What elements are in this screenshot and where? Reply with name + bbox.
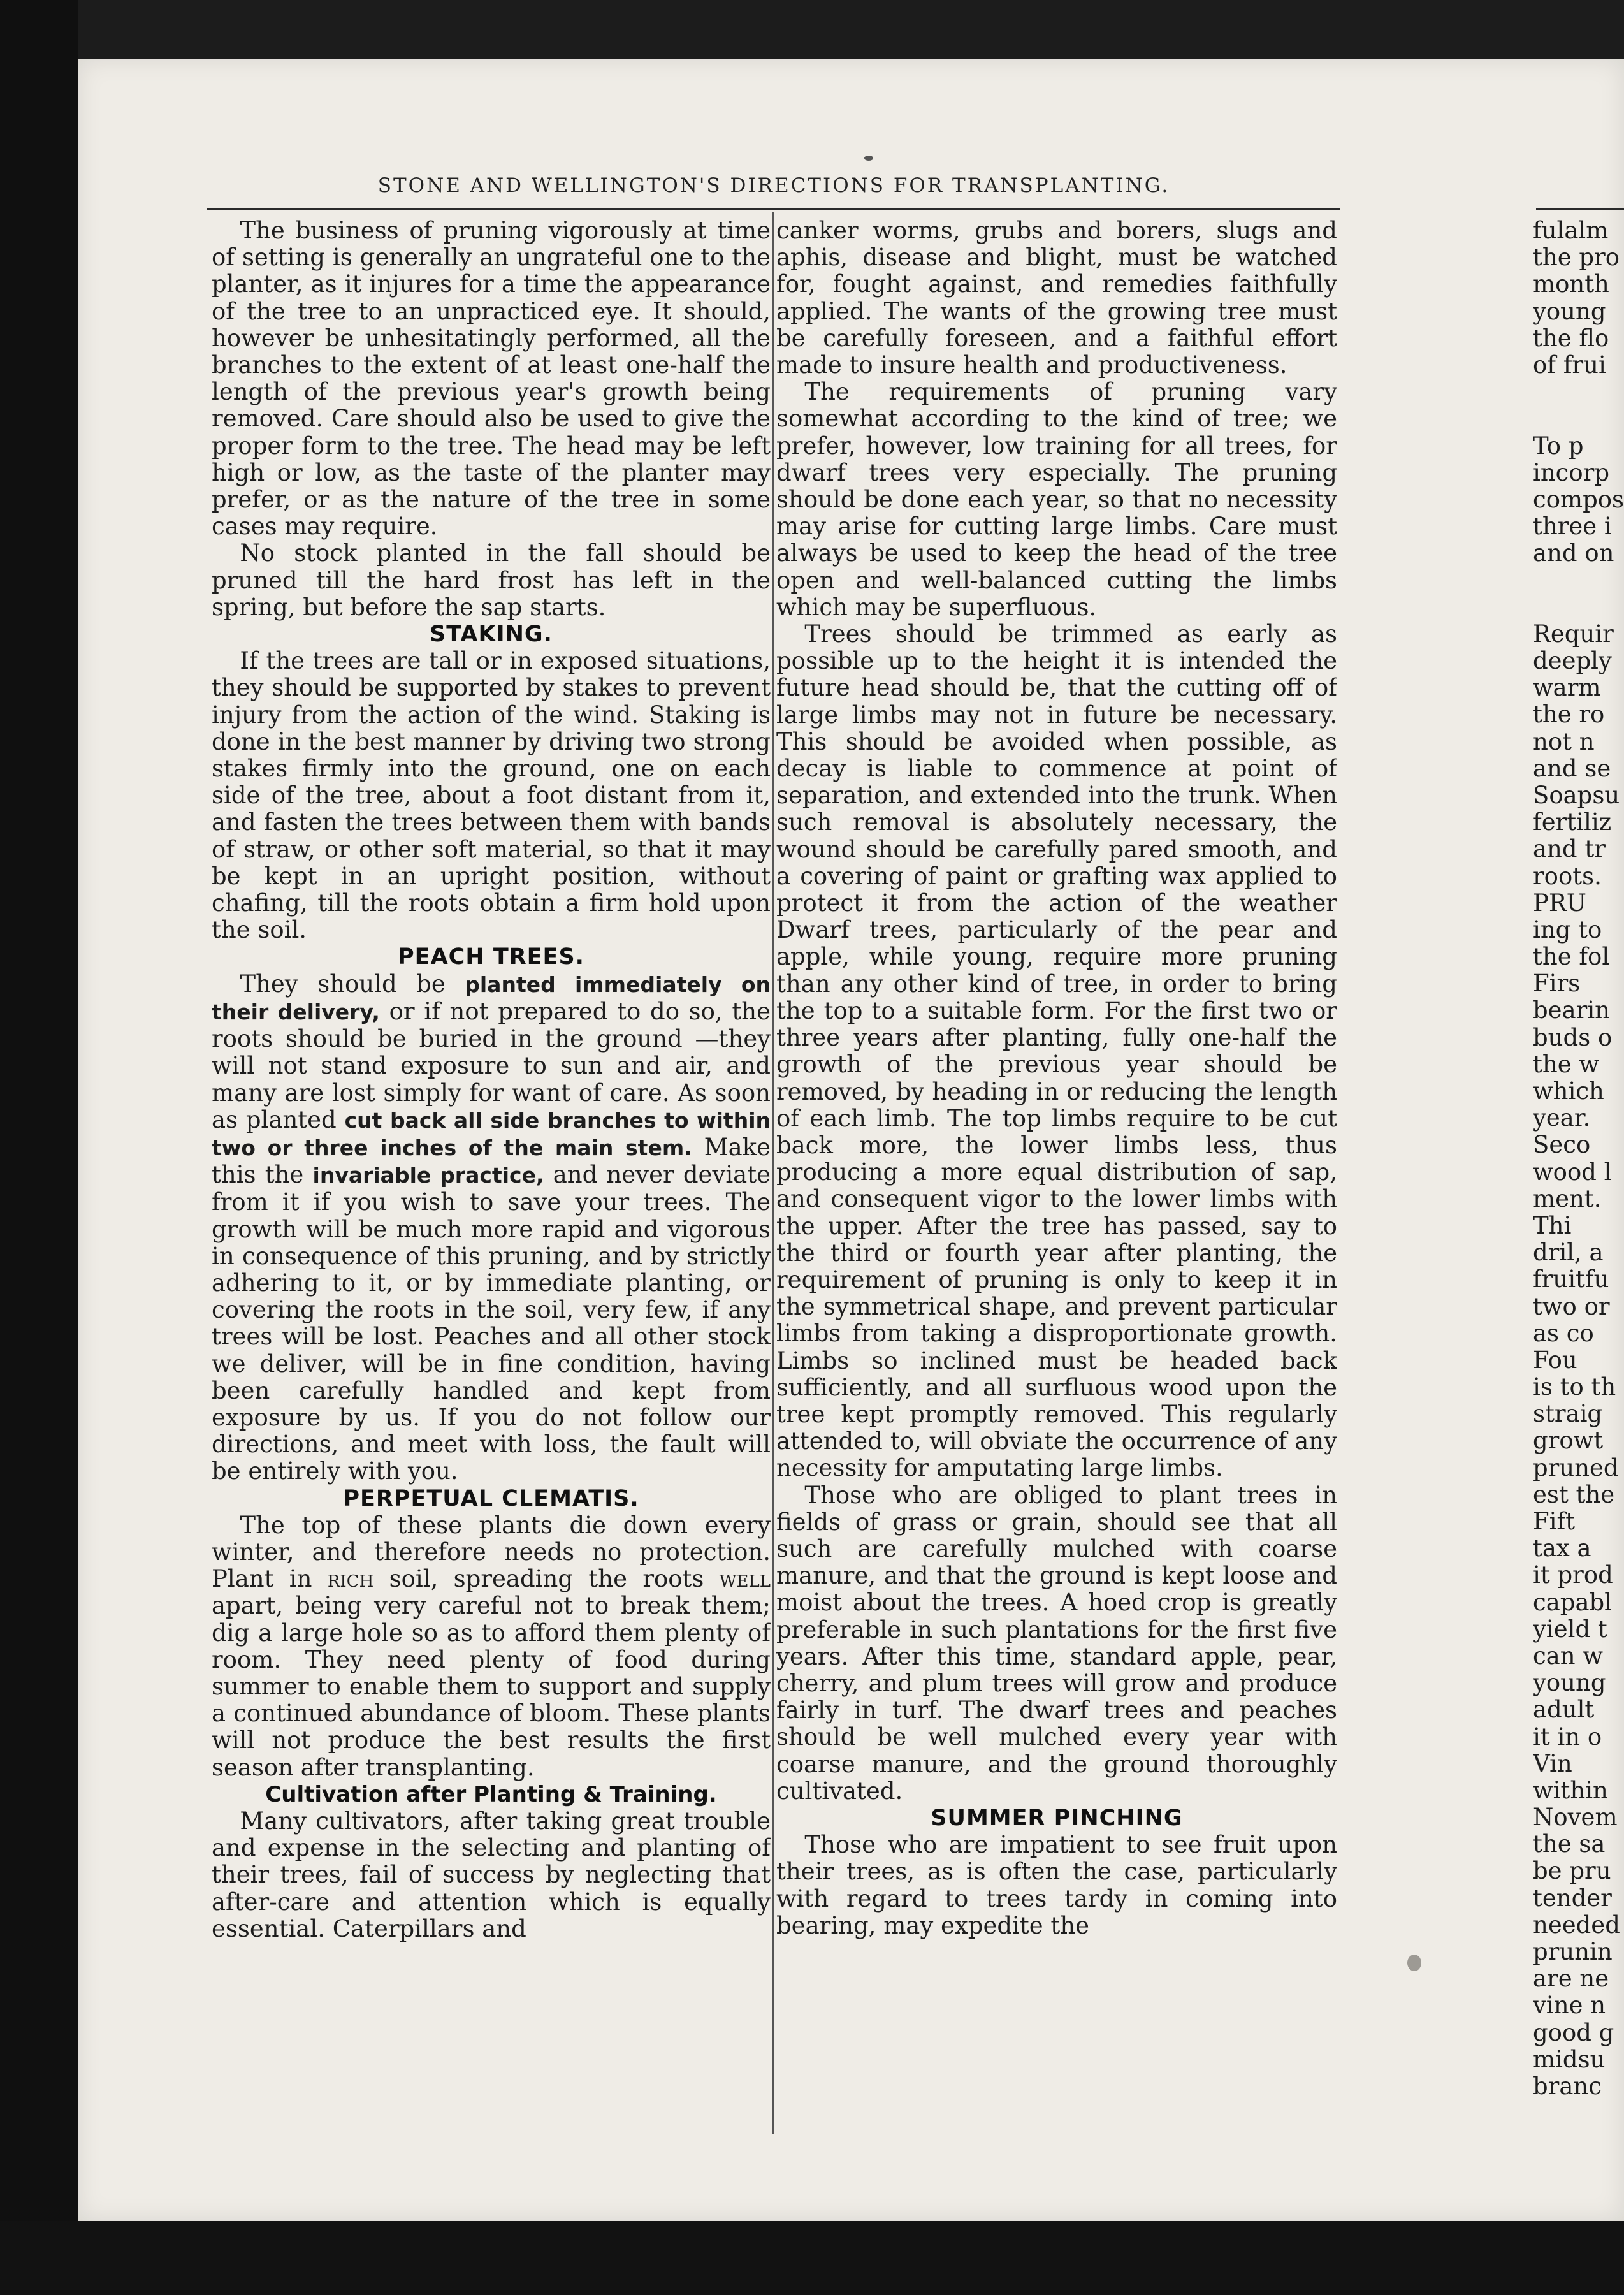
paper-blot: [1407, 1955, 1421, 1971]
fragment-line: [1533, 405, 1624, 432]
paragraph-canker-worms: canker worms, grubs and borers, slugs and aphis, disease and blight, must be watched for, fought against, and remedies faithfully applied. The wants of the growing tree must be carefully foreseen, and a faithful effort made to insure health and productiveness.: [776, 217, 1337, 379]
fragment-line: Fou: [1533, 1346, 1577, 1374]
paragraph-clematis: The top of these plants die down every winter, and therefore needs no protection. Plant in rich soil, spreading the roots well apart, being very careful not to break them; dig a large hole so as to afford them plenty of room. They need plenty of food during summer to enable them to support and supply a continued abundance of bloom. These plants will not produce the best results the first season after transplanting.: [212, 1511, 771, 1781]
fragment-line: Novem: [1533, 1803, 1618, 1832]
fragment-line: dril, a: [1533, 1239, 1604, 1267]
fragment-line: Fift: [1533, 1508, 1576, 1535]
fragment-line: and on: [1533, 539, 1614, 567]
fragment-line: ing to: [1533, 915, 1602, 943]
fragment-line: needed: [1533, 1911, 1620, 1939]
fragment-line: month: [1533, 270, 1609, 298]
paragraph-peach-trees: They should be planted immediately on their delivery, or if not prepared to do so, the roots should be buried in the ground —they will not stand exposure to sun and air, and many are lost simply for want of care. As soon as planted cut back all side branches to within two or three inches of the main stem. Make this the invariable practice, and never deviate from it if you wish to save your trees. The growth will be much more rapid and vigorous in consequence of this pruning, and by strictly adhering to it, or by immediate planting, or covering the roots in the soil, very few, if any trees will be lost. Peaches and all other stock we deliver, will be in fine condition, having been carefully handled and kept from exposure by us. If you do not follow our directions, and meet with loss, the fault will be entirely with you.: [212, 970, 771, 1485]
fragment-line: growt: [1533, 1427, 1604, 1455]
fragment-line: Seco: [1533, 1131, 1591, 1159]
fragment-line: good g: [1533, 2018, 1614, 2046]
fragment-line: the sa: [1533, 1830, 1606, 1858]
fragment-line: [1533, 567, 1624, 594]
scan-bottom-edge: [0, 2221, 1624, 2295]
fragment-line: the flo: [1533, 324, 1609, 352]
fragment-line: compos: [1533, 485, 1624, 513]
fragment-line: midsu: [1533, 2045, 1606, 2073]
fragment-line: not n: [1533, 727, 1595, 755]
fragment-line: pruned: [1533, 1454, 1619, 1482]
fragment-line: fulalm: [1533, 217, 1609, 244]
fragment-line: bearin: [1533, 996, 1610, 1024]
fragment-line: tender: [1533, 1884, 1612, 1912]
fragment-line: straig: [1533, 1400, 1603, 1428]
fragment-line: fertiliz: [1533, 808, 1612, 836]
heading-perpetual-clematis: PERPETUAL CLEMATIS.: [343, 1485, 639, 1512]
fragment-line: ment.: [1533, 1184, 1602, 1213]
fragment-line: Thi: [1533, 1211, 1572, 1239]
next-page-column-fragment: [1533, 217, 1624, 2117]
fragment-line: roots.: [1533, 862, 1602, 890]
fragment-line: it in o: [1533, 1723, 1602, 1751]
fragment-line: of frui: [1533, 351, 1606, 379]
heading-summer-pinching: SUMMER PINCHING: [931, 1805, 1183, 1831]
paragraph-pruning: The business of pruning vigorously at time of setting is generally an ungrateful one to the planter, as it injures for a time the appearance of the tree to an unpracticed eye. It should, however be unhesitatingly performed, all the branches to the extent of at least one-half the length of the previous year's growth being removed. Care should also be used to give the proper form to the tree. The head may be left high or low, as the taste of the planter may prefer, or as the nature of the tree in some cases may require.: [212, 217, 771, 541]
running-title: STONE AND WELLINGTON'S DIRECTIONS FOR TRANSPLANTING.: [377, 174, 1170, 197]
fragment-line: branc: [1533, 2072, 1602, 2100]
fragment-line: and se: [1533, 754, 1611, 782]
fragment-line: buds o: [1533, 1023, 1613, 1051]
fragment-line: deeply: [1533, 647, 1612, 674]
paragraph-pruning-requirements: The requirements of pruning vary somewhat according to the kind of tree; we prefer, however, low training for all trees, for dwarf trees very especially. The pruning should be done each year, so that no necessity may arise for cutting large limbs. Care must always be used to keep the head of the tree open and well-balanced cutting the limbs which may be superfluous.: [776, 378, 1337, 621]
header-rule: [207, 208, 1340, 210]
left-column: [212, 217, 771, 2130]
fragment-line: warm: [1533, 674, 1601, 702]
fragment-line: [1533, 379, 1624, 405]
fragment-line: incorp: [1533, 458, 1610, 486]
fragment-line: young: [1533, 1669, 1606, 1697]
fragment-line: and tr: [1533, 835, 1606, 863]
fragment-line: Soapsu: [1533, 781, 1620, 809]
fragment-line: which: [1533, 1077, 1604, 1105]
paragraph-fall-stock: No stock planted in the fall should be pruned till the hard frost has left in the spring, but before the sap starts.: [212, 539, 771, 621]
scan-left-edge: [0, 0, 78, 2295]
fragment-line: can w: [1533, 1642, 1604, 1670]
fragment-line: the ro: [1533, 701, 1605, 729]
heading-cultivation: Cultivation after Planting & Training.: [265, 1781, 717, 1807]
paragraph-grass-fields: Those who are obliged to plant trees in fields of grass or grain, should see that all such are carefully mulched with coarse manure, and that the ground is kept loose and moist about the trees. A hoed crop is greatly preferable in such plantations for the first five years. After this time, standard apple, pear, cherry, and plum trees will grow and produce fairly in turf. The dwarf trees and peaches should be well mulched every year with coarse manure, and the ground thoroughly cultivated.: [776, 1481, 1337, 1805]
fragment-line: PRU: [1533, 889, 1586, 917]
fragment-line: it prod: [1533, 1561, 1613, 1589]
heading-peach-trees: PEACH TREES.: [398, 944, 584, 970]
fragment-line: wood l: [1533, 1158, 1612, 1186]
fragment-line: capabl: [1533, 1588, 1613, 1616]
fragment-line: [1533, 594, 1624, 621]
next-page-header-rule: [1536, 208, 1624, 210]
fragment-line: the w: [1533, 1050, 1600, 1078]
heading-staking: STAKING.: [430, 622, 553, 648]
fragment-line: year.: [1533, 1104, 1591, 1132]
fragment-line: vine n: [1533, 1992, 1606, 2020]
fragment-line: tax a: [1533, 1534, 1591, 1563]
fragment-line: To p: [1533, 432, 1584, 460]
column-divider: [772, 212, 774, 2134]
fragment-line: the pro: [1533, 244, 1620, 272]
fragment-line: Requir: [1533, 620, 1614, 648]
paragraph-staking: If the trees are tall or in exposed situations, they should be supported by stakes to prevent injury from the action of the wind. Staking is done in the best manner by driving two strong stakes firmly into the ground, one on each side of the tree, about a foot distant from it, and fasten the trees between them with bands of straw, or other soft material, so that it may be kept in an upright position, without chafing, till the roots obtain a firm hold upon the soil.: [212, 647, 771, 944]
fragment-line: prunin: [1533, 1938, 1613, 1965]
fragment-line: yield t: [1533, 1615, 1607, 1643]
fragment-line: three i: [1533, 513, 1612, 541]
fragment-line: Vin: [1533, 1749, 1572, 1777]
fragment-line: are ne: [1533, 1965, 1609, 1993]
fragment-line: Firs: [1533, 970, 1581, 998]
fragment-line: two or: [1533, 1292, 1610, 1320]
ink-speck: [864, 156, 873, 161]
fragment-line: as co: [1533, 1319, 1594, 1347]
paragraph-summer-pinching: Those who are impatient to see fruit upon their trees, as is often the case, particularly with regard to trees tardy in coming into bearing, may expedite the: [776, 1831, 1337, 1939]
fragment-line: be pru: [1533, 1857, 1611, 1885]
paragraph-cultivation: Many cultivators, after taking great trouble and expense in the selecting and planting of their trees, fail of success by neglecting that after-care and attention which is equally essential. Caterpillars and: [212, 1807, 771, 1942]
paragraph-trimming: Trees should be trimmed as early as possible up to the height it is intended the future head should be, that the cutting off of large limbs may not in future be necessary. This should be avoided when possible, as decay is liable to commence at point of separation, and extended into the trunk. When such removal is absolutely necessary, the wound should be carefully pared smooth, and a covering of paint or grafting wax applied to protect it from the action of the weather Dwarf trees, particularly of the pear and apple, while young, require more pruning than any other kind of tree, in order to bring the top to a suitable form. For the first two or three years after planting, fully one-half the growth of the previous year should be removed, by heading in or reducing the length of each limb. The top limbs require to be cut back more, the lower limbs less, thus producing a more equal distribution of sap, and consequent vigor to the lower limbs with the upper. After the tree has passed, say to the third or fourth year after planting, the requirement of pruning is only to keep it in the symmetrical shape, and prevent particular limbs from taking a disproportionate growth. Limbs so inclined must be headed back sufficiently, and all surfluous wood upon the tree kept promptly removed. This regularly attended to, will obviate the occurrence of any necessity for amputating large limbs.: [776, 620, 1337, 1482]
fragment-line: the fol: [1533, 943, 1610, 971]
fragment-line: within: [1533, 1776, 1608, 1804]
middle-column: [776, 217, 1337, 2130]
fragment-line: is to th: [1533, 1373, 1616, 1401]
fragment-line: young: [1533, 297, 1606, 325]
fragment-line: adult: [1533, 1696, 1595, 1724]
fragment-line: fruitfu: [1533, 1265, 1609, 1293]
fragment-line: est the: [1533, 1480, 1615, 1508]
